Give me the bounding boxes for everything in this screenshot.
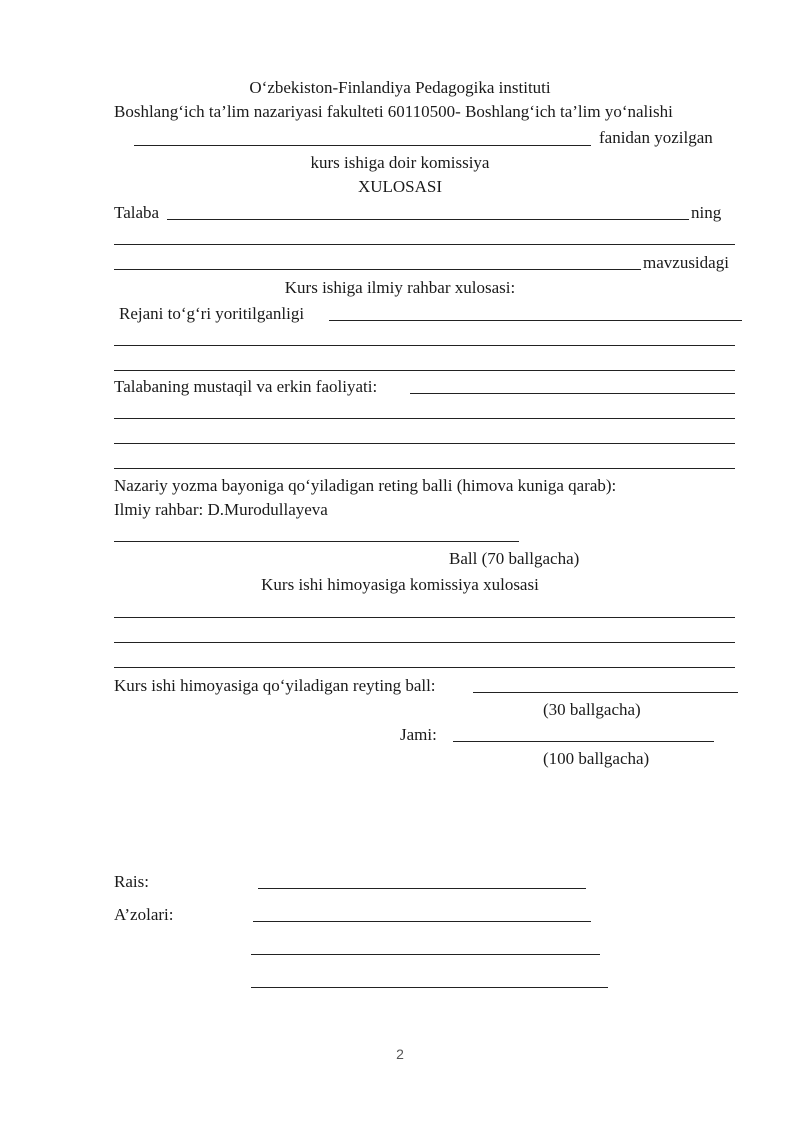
independence-answer-line-4 <box>114 468 735 469</box>
document-title: XULOSASI <box>357 177 443 196</box>
supervisor-name: Ilmiy rahbar: D.Murodullayeva <box>114 500 328 519</box>
supervisor-signature-line <box>114 541 519 542</box>
chair-label: Rais: <box>114 872 149 891</box>
faculty-line: Boshlang‘ich ta’lim nazariyasi fakulteti 60110500- Boshlang‘ich ta’lim yo‘nalishi <box>114 102 673 121</box>
defense-rating-line <box>473 692 738 693</box>
commission-answer-line-3 <box>114 667 735 668</box>
plan-answer-line-3 <box>114 370 735 371</box>
subject-blank-line <box>134 145 591 146</box>
members-label: A’zolari: <box>114 905 174 924</box>
ball-70-note: Ball (70 ballgacha) <box>449 549 580 568</box>
total-label: Jami: <box>400 725 437 744</box>
independence-answer-line-3 <box>114 443 735 444</box>
student-label: Talaba <box>114 203 160 222</box>
member-signature-line-1 <box>253 921 591 922</box>
institute-name: O‘zbekiston-Finlandiya Pedagogika instituti <box>249 78 551 97</box>
commission-line: kurs ishiga doir komissiya <box>310 153 490 172</box>
plan-answer-line <box>329 320 742 321</box>
total-line <box>453 741 714 742</box>
topic-line-1 <box>114 244 735 245</box>
student-name-line <box>167 219 689 220</box>
theory-rating-label: Nazariy yozma bayoniga qo‘yiladigan reting balli (himova kuniga qarab): <box>114 476 617 495</box>
plan-label: Rejani to‘g‘ri yoritilganligi <box>119 304 305 323</box>
independence-answer-line-2 <box>114 418 735 419</box>
ball-100-note: (100 ballgacha) <box>543 749 650 768</box>
independence-answer-line <box>410 393 735 394</box>
chair-signature-line <box>258 888 586 889</box>
commission-heading: Kurs ishi himoyasiga komissiya xulosasi <box>261 575 539 594</box>
student-suffix: ning <box>691 203 722 222</box>
commission-answer-line-2 <box>114 642 735 643</box>
subject-suffix: fanidan yozilgan <box>599 128 713 147</box>
topic-line-2 <box>114 269 641 270</box>
plan-answer-line-2 <box>114 345 735 346</box>
page-number: 2 <box>396 1046 404 1062</box>
ball-30-note: (30 ballgacha) <box>543 700 641 719</box>
defense-rating-label: Kurs ishi himoyasiga qo‘yiladigan reyting ball: <box>114 676 436 695</box>
topic-suffix: mavzusidagi <box>643 253 729 272</box>
supervisor-heading: Kurs ishiga ilmiy rahbar xulosasi: <box>284 278 516 297</box>
commission-answer-line-1 <box>114 617 735 618</box>
member-signature-line-3 <box>251 987 608 988</box>
member-signature-line-2 <box>251 954 600 955</box>
independence-label: Talabaning mustaqil va erkin faoliyati: <box>114 377 378 396</box>
